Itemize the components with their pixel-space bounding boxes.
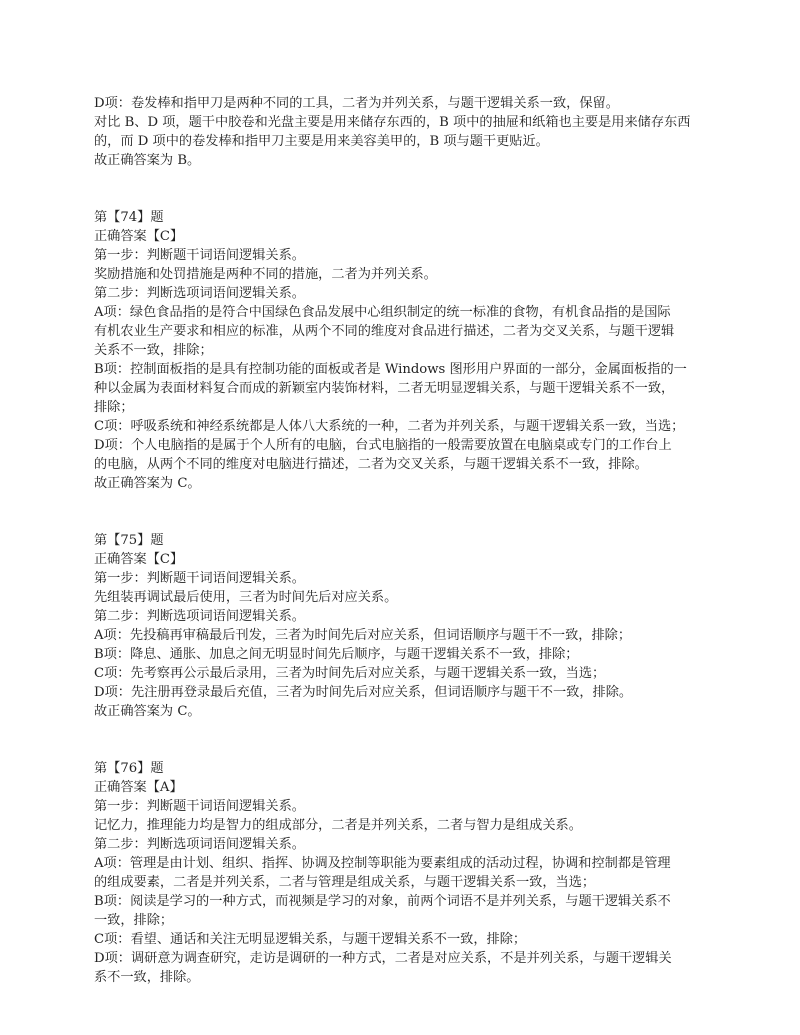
correct-answer: 正确答案【C】 xyxy=(94,552,184,567)
text-line: D项：卷发棒和指甲刀是两种不同的工具，二者为并列关系，与题干逻辑关系一致，保留。 xyxy=(94,96,619,111)
text-line: B项：降息、通胀、加息之间无明显时间先后顺序，与题干逻辑关系不一致，排除； xyxy=(94,647,579,662)
step-heading: 第一步：判断题干词语间逻辑关系。 xyxy=(94,571,305,586)
text-line: A项：管理是由计划、组织、指挥、协调及控制等职能为要素组成的活动过程，协调和控制都是管理 xyxy=(94,856,671,871)
text-line: D项：先注册再登录最后充值，三者为时间先后对应关系，但词语顺序与题干不一致，排除。 xyxy=(94,685,633,700)
text-line: 先组装再调试最后使用，三者为时间先后对应关系。 xyxy=(94,590,398,605)
text-line: C项：看望、通话和关注无明显逻辑关系，与题干逻辑关系不一致，排除； xyxy=(94,932,527,947)
correct-answer: 正确答案【A】 xyxy=(94,780,183,795)
conclusion-line: 故正确答案为 C。 xyxy=(94,704,201,719)
answer-block-76 xyxy=(94,759,710,987)
question-number: 第【75】题 xyxy=(94,533,164,548)
text-line: D项：调研意为调查研究，走访是调研的一种方式，二者是对应关系，不是并列关系，与题干逻辑关 xyxy=(94,951,672,966)
text-line: B项：阅读是学习的一种方式，而视频是学习的对象，前两个词语不是并列关系，与题干逻辑关系不 xyxy=(94,894,671,909)
text-line: B项：控制面板指的是具有控制功能的面板或者是 Windows 图形用户界面的一部分，金属面板指的一 xyxy=(94,362,687,377)
text-line: 系不一致，排除。 xyxy=(94,970,200,985)
answer-block-73-tail xyxy=(94,94,710,170)
text-line: 种以金属为表面材料复合而成的新颖室内装饰材料，二者无明显逻辑关系，与题干逻辑关系不一致， xyxy=(94,381,675,396)
question-number: 第【74】题 xyxy=(94,210,164,225)
text-line: 的组成要素，二者是并列关系，二者与管理是组成关系，与题干逻辑关系一致，当选； xyxy=(94,875,596,890)
step-heading: 第二步：判断选项词语间逻辑关系。 xyxy=(94,837,305,852)
conclusion-line: 故正确答案为 B。 xyxy=(94,153,201,168)
conclusion-line: 故正确答案为 C。 xyxy=(94,476,201,491)
text-line: 奖励措施和处罚措施是两种不同的措施，二者为并列关系。 xyxy=(94,267,437,282)
step-heading: 第二步：判断选项词语间逻辑关系。 xyxy=(94,286,305,301)
text-line: 有机农业生产要求和相应的标准，从两个不同的维度对食品进行描述，二者为交叉关系，与题干逻辑 xyxy=(94,324,675,339)
correct-answer: 正确答案【C】 xyxy=(94,229,184,244)
text-line: 一致，排除； xyxy=(94,913,174,928)
text-line: 的，而 D 项中的卷发棒和指甲刀主要是用来美容美甲的，B 项与题干更贴近。 xyxy=(94,134,549,149)
answer-block-74 xyxy=(94,208,710,493)
text-line: 对比 B、D 项，题干中胶卷和光盘主要是用来储存东西的，B 项中的抽屉和纸箱也主要是用来储存东西 xyxy=(94,115,691,130)
text-line: 排除； xyxy=(94,400,134,415)
text-line: 的电脑，从两个不同的维度对电脑进行描述，二者为交叉关系，与题干逻辑关系不一致，排除。 xyxy=(94,457,648,472)
text-line: A项：先投稿再审稿最后刊发，三者为时间先后对应关系，但词语顺序与题干不一致，排除； xyxy=(94,628,632,643)
text-line: C项：呼吸系统和神经系统都是人体八大系统的一种，二者为并列关系，与题干逻辑关系一致，当选； xyxy=(94,419,685,434)
text-line: C项：先考察再公示最后录用，三者为时间先后对应关系，与题干逻辑关系一致，当选； xyxy=(94,666,606,681)
answer-block-75 xyxy=(94,531,710,721)
text-line: 关系不一致，排除； xyxy=(94,343,213,358)
question-number: 第【76】题 xyxy=(94,761,164,776)
step-heading: 第一步：判断题干词语间逻辑关系。 xyxy=(94,248,305,263)
step-heading: 第一步：判断题干词语间逻辑关系。 xyxy=(94,799,305,814)
text-line: 记忆力，推理能力均是智力的组成部分，二者是并列关系，二者与智力是组成关系。 xyxy=(94,818,582,833)
text-line: A项：绿色食品指的是符合中国绿色食品发展中心组织制定的统一标准的食物，有机食品指的是国际 xyxy=(94,305,671,320)
text-line: D项：个人电脑指的是属于个人所有的电脑，台式电脑指的一般需要放置在电脑桌或专门的工作台上 xyxy=(94,438,672,453)
step-heading: 第二步：判断选项词语间逻辑关系。 xyxy=(94,609,305,624)
